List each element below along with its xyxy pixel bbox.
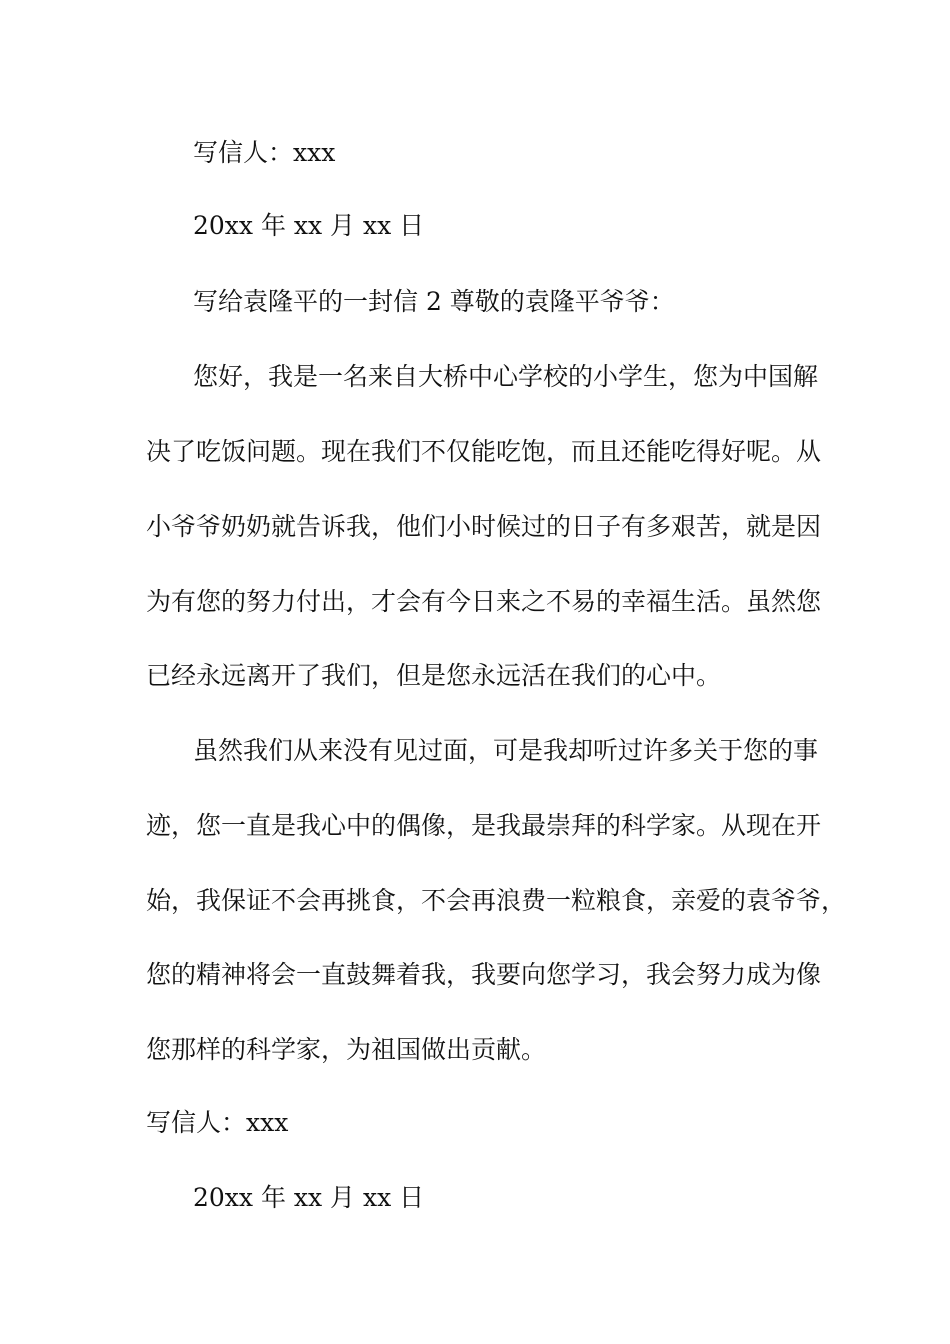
- paragraph-2-line-3: 始，我保证不会再挑食，不会再浪费一粒粮食，亲爱的袁爷爷，: [146, 886, 847, 915]
- letter-2-writer: 写信人：xxx: [146, 1108, 289, 1137]
- paragraph-1-line-2: 决了吃饭问题。现在我们不仅能吃饱，而且还能吃得好呢。从: [146, 437, 822, 466]
- paragraph-1-line-4: 为有您的努力付出，才会有今日来之不易的幸福生活。虽然您: [146, 587, 822, 616]
- paragraph-2-line-5: 您那样的科学家，为祖国做出贡献。: [146, 1035, 547, 1064]
- letter-2-heading: 写给袁隆平的一封信 2 尊敬的袁隆平爷爷：: [193, 287, 675, 316]
- paragraph-1-line-5: 已经永远离开了我们，但是您永远活在我们的心中。: [146, 661, 722, 690]
- paragraph-2-line-1: 虽然我们从来没有见过面，可是我却听过许多关于您的事: [193, 736, 819, 765]
- letter-1-date: 20xx 年 xx 月 xx 日: [193, 211, 425, 240]
- letter-2-date: 20xx 年 xx 月 xx 日: [193, 1183, 425, 1212]
- paragraph-1-line-3: 小爷爷奶奶就告诉我，他们小时候过的日子有多艰苦，就是因: [146, 512, 822, 541]
- paragraph-1-line-1: 您好，我是一名来自大桥中心学校的小学生，您为中国解: [193, 362, 819, 391]
- letter-1-writer: 写信人：xxx: [193, 138, 336, 167]
- paragraph-2-line-2: 迹，您一直是我心中的偶像，是我最崇拜的科学家。从现在开: [146, 811, 822, 840]
- paragraph-2-line-4: 您的精神将会一直鼓舞着我，我要向您学习，我会努力成为像: [146, 960, 822, 989]
